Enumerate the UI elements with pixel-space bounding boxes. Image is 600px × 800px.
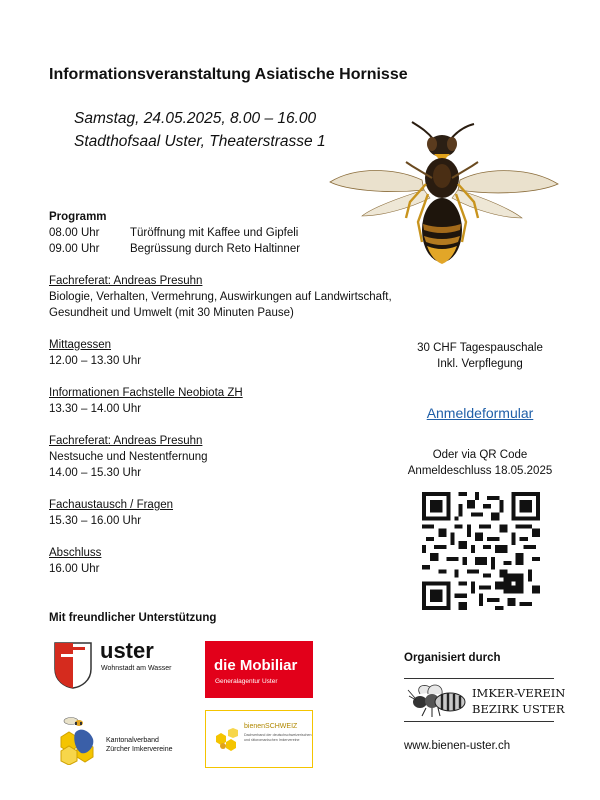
mobiliar-name: die Mobiliar: [214, 657, 298, 674]
schedule-time: 09.00 Uhr: [49, 243, 100, 255]
closing-time: 16.00 Uhr: [49, 563, 100, 575]
talk1-description: Biologie, Verhalten, Vermehrung, Auswirkungen auf Landwirtschaft,: [49, 291, 392, 303]
imker-verein-name: IMKER-VEREIN: [472, 686, 566, 700]
lunch-time: 12.00 – 13.30 Uhr: [49, 355, 142, 367]
registration-form-link[interactable]: Anmeldeformular: [426, 405, 534, 421]
kantonalverband-name-2: Zürcher Imkervereine: [106, 746, 173, 753]
schedule-time: 08.00 Uhr: [49, 227, 100, 239]
imker-verein-logo: [404, 676, 566, 724]
asian-hornet-image: [326, 118, 562, 276]
talk1-description-2: Gesundheit und Umwelt (mit 30 Minuten Pause): [49, 307, 294, 319]
neobiota-time: 13.30 – 14.00 Uhr: [49, 403, 142, 415]
event-location: Stadthofsaal Uster, Theaterstrasse 1: [74, 133, 326, 150]
registration-deadline: Anmeldeschluss 18.05.2025: [407, 465, 553, 477]
beehive-honey-icon: [55, 713, 103, 765]
fee-note: Inkl. Verpflegung: [437, 358, 523, 370]
sponsors-heading: Mit freundlicher Unterstützung: [49, 612, 217, 624]
neobiota-heading: Informationen Fachstelle Neobiota ZH: [49, 387, 243, 399]
qr-hint: Oder via QR Code: [432, 449, 528, 461]
kantonalverband-logo: [55, 713, 195, 768]
bienenschweiz-logo: [205, 710, 313, 768]
organizer-heading: Organisiert durch: [404, 652, 501, 664]
logo-rule: [404, 721, 554, 722]
program-heading: Programm: [49, 211, 107, 223]
lunch-heading: Mittagessen: [49, 339, 112, 351]
schedule-text: Türöffnung mit Kaffee und Gipfeli: [130, 227, 299, 239]
hornet-left-wing: [330, 171, 424, 192]
exchange-time: 15.30 – 16.00 Uhr: [49, 515, 142, 527]
mobiliar-agency: Generalagentur Uster: [215, 678, 278, 685]
hornet-left-hindwing: [362, 190, 430, 216]
hornet-right-wing: [458, 171, 558, 193]
page-title: Informationsveranstaltung Asiatische Hornisse: [49, 66, 408, 83]
talk2-heading: Fachreferat: Andreas Presuhn: [49, 435, 203, 447]
logo-rule: [404, 678, 554, 679]
fee-line: 30 CHF Tagespauschale: [417, 342, 543, 354]
uster-tagline: Wohnstadt am Wasser: [101, 665, 172, 672]
kantonalverband-name: Kantonalverband: [106, 737, 159, 744]
bienenschweiz-sub: Dachverband der deutschschweizerischen: [244, 733, 312, 737]
schedule-text: Begrüssung durch Reto Haltinner: [130, 243, 301, 255]
uster-logo: [53, 638, 183, 691]
qr-code[interactable]: [422, 492, 540, 610]
imker-verein-district: BEZIRK USTER: [472, 702, 565, 716]
uster-name: uster: [100, 638, 154, 663]
uster-coat-of-arms-icon: [53, 641, 93, 689]
bienenschweiz-name: bienenSCHWEIZ: [244, 723, 298, 730]
bienenschweiz-sub-2: und rätoromanischen Imkervereine: [244, 738, 300, 742]
closing-heading: Abschluss: [49, 547, 102, 559]
event-date: Samstag, 24.05.2025, 8.00 – 16.00: [74, 110, 317, 127]
schedule-row: [49, 241, 300, 257]
organizer-website-link[interactable]: www.bienen-uster.ch: [404, 740, 511, 752]
exchange-heading: Fachaustausch / Fragen: [49, 499, 174, 511]
talk1-heading: Fachreferat: Andreas Presuhn: [49, 275, 203, 287]
talk2-time: 14.00 – 15.30 Uhr: [49, 467, 142, 479]
schedule-row: [49, 225, 298, 241]
honeycomb-icon: [214, 728, 242, 752]
talk2-topic: Nestsuche und Nestentfernung: [49, 451, 208, 463]
bee-icon: [406, 682, 468, 718]
mobiliar-logo: [205, 641, 313, 698]
